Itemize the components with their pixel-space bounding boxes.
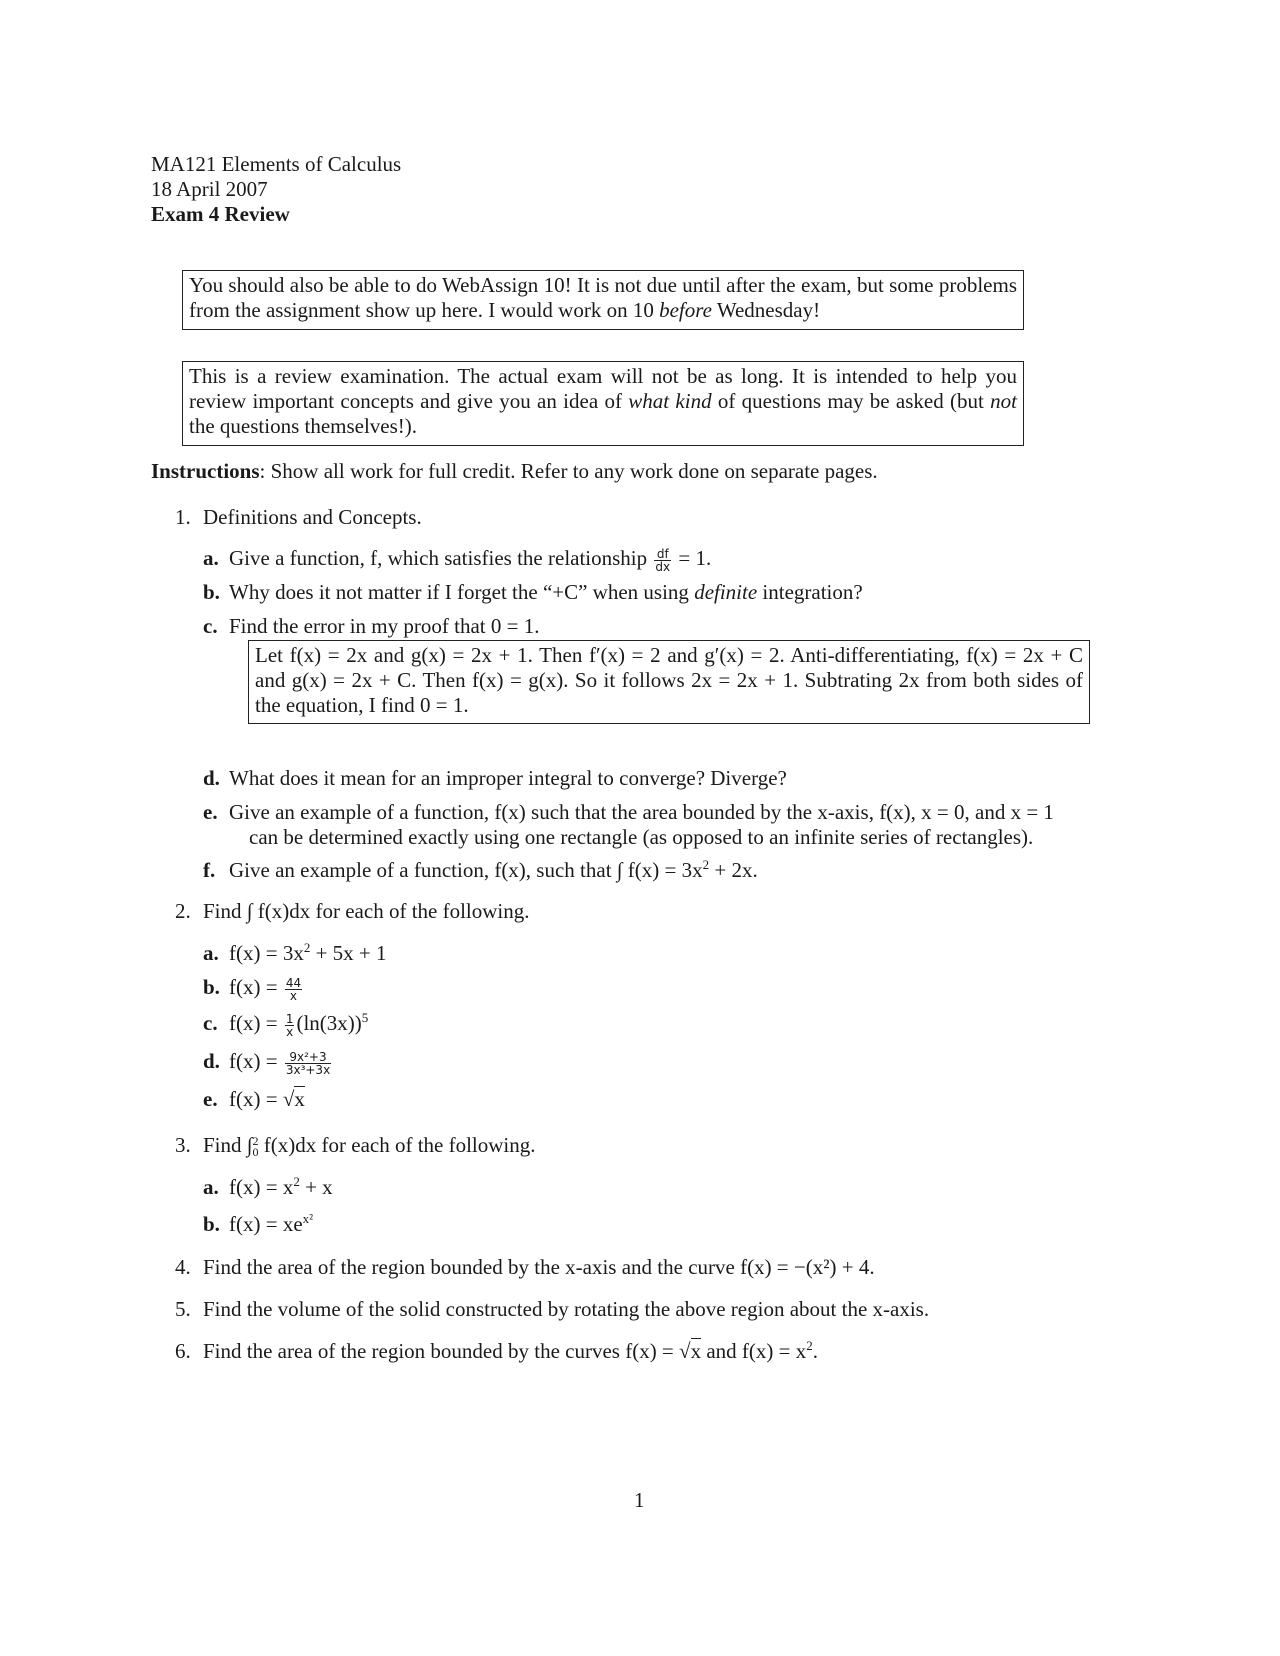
question-text: Find ∫ f(x)dx for each of the following. xyxy=(203,899,530,923)
question-text: Find the area of the region bounded by the x-axis and the curve f(x) = −(x²) + 4. xyxy=(203,1255,875,1279)
question-2 xyxy=(175,899,530,924)
part-label: a. xyxy=(203,546,219,570)
exam-title: Exam 4 Review xyxy=(151,202,290,226)
question-text: Find ∫ xyxy=(203,1133,253,1157)
expr-tail: + 5x + 1 xyxy=(310,941,387,965)
question-text: Find the volume of the solid constructed by rotating the above region about the x-axis. xyxy=(203,1297,930,1321)
proof-text: Let f(x) = 2x and g(x) = 2x + 1. Then f′(x) = 2 and g′(x) = 2. Anti-differentiating, f(x) = 2x + C and g(x) = 2x + C. Then f(x) = g(x). So it follows 2x = 2x + 1. Subtrating 2x from both sides of the equation, I find 0 = 1. xyxy=(255,643,1083,717)
review-emphasis-2: not xyxy=(990,389,1017,413)
upper-limit: 2 xyxy=(252,1134,259,1149)
radicand: x xyxy=(294,1087,305,1111)
part-text: Give a function, f, which satisfies the relationship xyxy=(229,546,648,570)
part-label: d. xyxy=(203,1049,220,1073)
exponent: 2 xyxy=(293,1174,300,1189)
lower-limit: 0 xyxy=(252,1145,259,1160)
course-title: MA121 Elements of Calculus xyxy=(151,152,402,176)
review-text-a: This is a review examination. The actual exam will not be as long. It is intended to help you review important concepts and give you an idea of xyxy=(189,364,1017,413)
instructions-label: Instructions xyxy=(151,459,260,483)
question-number: 5. xyxy=(175,1297,191,1321)
frac-denominator: dx xyxy=(655,559,671,574)
review-emphasis-1: what kind xyxy=(628,389,712,413)
header xyxy=(151,152,401,227)
question-text: Definitions and Concepts. xyxy=(203,505,422,529)
expr-tail: + x xyxy=(299,1175,333,1199)
part-text: Find the error in my proof that 0 = 1. xyxy=(229,614,540,638)
q2-part-d xyxy=(203,1049,333,1076)
part-label: b. xyxy=(203,975,220,999)
part-tail: = 1. xyxy=(678,546,712,570)
q2-part-b xyxy=(203,975,304,1002)
exponent: 5 xyxy=(361,1010,369,1025)
expr: f(x) = xe xyxy=(229,1212,303,1236)
question-number: 2. xyxy=(175,899,191,923)
expr: f(x) = xyxy=(229,975,278,999)
frac-numerator: 1 xyxy=(285,1011,294,1026)
notice-emphasis: before xyxy=(659,298,712,322)
exam-date: 18 April 2007 xyxy=(151,177,268,201)
part-text-end: integration? xyxy=(757,580,863,604)
review-text-c: the questions themselves!). xyxy=(189,414,418,438)
part-label: c. xyxy=(203,1011,218,1035)
fraction xyxy=(285,977,302,1002)
part-label: f. xyxy=(203,858,216,882)
part-text: Give an example of a function, f(x), such that ∫ f(x) = 3x xyxy=(229,858,703,882)
q2-part-c xyxy=(203,1011,368,1038)
exponent: 2 xyxy=(702,857,710,872)
part-text: What does it mean for an improper integral to converge? Diverge? xyxy=(229,766,787,790)
question-text-mid: and f(x) = x xyxy=(701,1339,807,1363)
part-label: a. xyxy=(203,1175,219,1199)
q1-part-e-line2 xyxy=(249,825,1033,850)
part-text: Why does it not matter if I forget the “+C” when using xyxy=(229,580,695,604)
q1-part-d xyxy=(203,766,787,791)
part-label: d. xyxy=(203,766,220,790)
expr: f(x) = 3x xyxy=(229,941,304,965)
exponent: 2 xyxy=(806,1338,813,1353)
page-number: 1 xyxy=(634,1488,645,1512)
part-emphasis: definite xyxy=(694,580,758,604)
part-text-line1: Give an example of a function, f(x) such that the area bounded by the x-axis, f(x), x = 0, and x = 1 xyxy=(229,800,1054,824)
part-label: b. xyxy=(203,580,220,604)
q3-part-a xyxy=(203,1175,333,1200)
part-label: e. xyxy=(203,800,218,824)
question-3 xyxy=(175,1133,536,1158)
expr-tail: (ln(3x)) xyxy=(296,1011,362,1035)
review-notice xyxy=(182,361,1024,446)
notice-text-end: Wednesday! xyxy=(711,298,821,322)
exponent: 2 xyxy=(303,940,311,955)
q3-part-b xyxy=(203,1212,313,1237)
q2-part-a xyxy=(203,941,387,966)
review-text-b: of questions may be asked (but xyxy=(711,389,991,413)
q1-part-b xyxy=(203,580,863,605)
frac-denominator: x xyxy=(289,988,298,1003)
expr: f(x) = xyxy=(229,1049,278,1073)
fraction xyxy=(285,1013,295,1038)
part-label: c. xyxy=(203,614,218,638)
instructions xyxy=(151,459,878,484)
question-number: 6. xyxy=(175,1339,191,1363)
instructions-text: : Show all work for full credit. Refer to any work done on separate pages. xyxy=(259,459,878,483)
proof-box xyxy=(248,640,1090,724)
frac-numerator: 44 xyxy=(285,975,302,990)
question-text-end: . xyxy=(812,1339,818,1363)
frac-numerator: df xyxy=(654,548,671,561)
frac-denominator: 3x³+3x xyxy=(285,1062,331,1077)
derivative-fraction xyxy=(654,548,671,573)
question-1 xyxy=(175,505,422,530)
frac-denominator: x xyxy=(286,1024,294,1039)
question-number: 4. xyxy=(175,1255,191,1279)
question-4 xyxy=(175,1255,875,1280)
question-number: 3. xyxy=(175,1133,191,1157)
question-number: 1. xyxy=(175,505,191,529)
fraction xyxy=(285,1051,331,1076)
exponent: x² xyxy=(302,1211,314,1226)
part-tail: + 2x. xyxy=(709,858,758,882)
question-5 xyxy=(175,1297,929,1322)
q1-part-a xyxy=(203,546,711,573)
radicand: x xyxy=(690,1339,702,1363)
frac-numerator: 9x²+3 xyxy=(285,1051,331,1064)
expr: f(x) = √ xyxy=(229,1087,295,1111)
part-label: a. xyxy=(203,941,219,965)
question-text-end: f(x)dx for each of the following. xyxy=(258,1133,536,1157)
question-6 xyxy=(175,1339,818,1364)
q1-part-f xyxy=(203,858,758,883)
expr: f(x) = xyxy=(229,1011,278,1035)
question-text: Find the area of the region bounded by the curves f(x) = √ xyxy=(203,1339,691,1363)
part-text-line2: can be determined exactly using one rectangle (as opposed to an infinite series of rectangles). xyxy=(249,825,1034,849)
webassign-notice xyxy=(182,270,1024,330)
q2-part-e xyxy=(203,1087,305,1112)
notice-text: You should also be able to do WebAssign 10! It is not due until after the exam, but some problems from the assignment show up here. I would work on 10 xyxy=(189,273,1017,322)
part-label: b. xyxy=(203,1212,220,1236)
part-label: e. xyxy=(203,1087,218,1111)
expr: f(x) = x xyxy=(229,1175,294,1199)
q1-part-c xyxy=(203,614,539,639)
q1-part-e xyxy=(203,800,1054,825)
